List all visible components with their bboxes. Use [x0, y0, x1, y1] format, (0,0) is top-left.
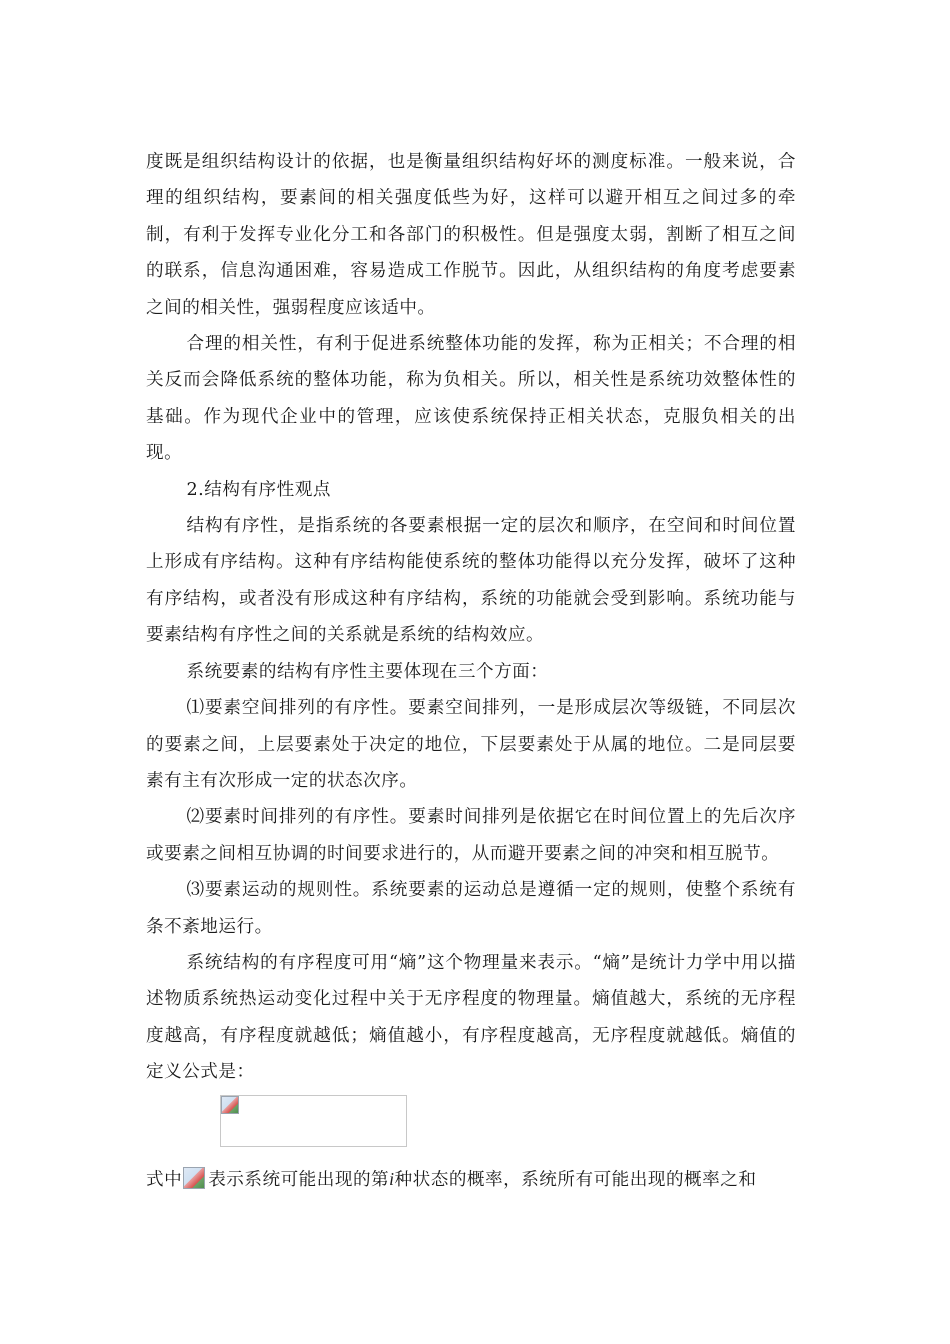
text-after-symbol: 表示系统可能出现的第 — [208, 1169, 390, 1190]
section-heading-structure-order: 2.结构有序性观点 — [186, 479, 331, 500]
variable-i: i — [389, 1168, 395, 1189]
broken-image-icon — [221, 1096, 239, 1114]
paragraph-correlation: 合理的相关性，有利于促进系统整体功能的发挥，称为正相关；不合理的相关反而会降低系统的整体功能，称为负相关。所以，相关性是系统功效整体性的基础。作为现代企业中的管理，应该使系统保持正相关状态，克服负相关的出现。 — [146, 334, 796, 464]
list-item-space-order: ⑴要素空间排列的有序性。要素空间排列，一是形成层次等级链，不同层次的要素之间，上层要素处于决定的地位，下层要素处于从属的地位。二是同层要素有主有次形成一定的状态次序。 — [146, 698, 796, 791]
paragraph-organization-structure: 度既是组织结构设计的依据，也是衡量组织结构好坏的测度标准。一般来说，合理的组织结构，要素间的相关强度低些为好，这样可以避开相互之间过多的牵制，有利于发挥专业化分工和各部门的积极性。但是强度太弱，割断了相互之间的联系，信息沟通困难，容易造成工作脱节。因此，从组织结构的角度考虑要素之间的相关性，强弱程度应该适中。 — [146, 152, 796, 318]
list-item-time-order: ⑵要素时间排列的有序性。要素时间排列是依据它在时间位置上的先后次序或要素之间相互协调的时间要求进行的，从而避开要素之间的冲突和相互脱节。 — [146, 807, 796, 864]
text-after-variable: 种状态的概率，系统所有可能出现的概率之和 — [394, 1169, 757, 1190]
document-body — [146, 144, 796, 1198]
broken-image-icon — [183, 1167, 205, 1189]
list-item-motion-regularity: ⑶要素运动的规则性。系统要素的运动总是遵循一定的规则，使整个系统有条不紊地运行。 — [146, 880, 796, 937]
paragraph-entropy: 系统结构的有序程度可用“熵”这个物理量来表示。“熵”是统计力学中用以描述物质系统热运动变化过程中关于无序程度的物理量。熵值越大，系统的无序程度越高，有序程度就越低；熵值越小，有序程度越高，无序程度就越低。熵值的定义公式是： — [146, 952, 796, 1083]
formula-image-frame — [220, 1095, 407, 1147]
entropy-formula — [146, 1091, 796, 1161]
paragraph-structure-order-definition: 结构有序性，是指系统的各要素根据一定的层次和顺序，在空间和时间位置上形成有序结构。这种有序结构能使系统的整体功能得以充分发挥，破坏了这种有序结构，或者没有形成这种有序结构，系统的功能就会受到影响。系统功能与要素结构有序性之间的关系就是系统的结构效应。 — [146, 516, 796, 646]
paragraph-formula-explanation — [146, 1161, 796, 1198]
text-before-symbol: 式中 — [146, 1169, 183, 1190]
paragraph-three-aspects: 系统要素的结构有序性主要体现在三个方面： — [186, 661, 549, 682]
